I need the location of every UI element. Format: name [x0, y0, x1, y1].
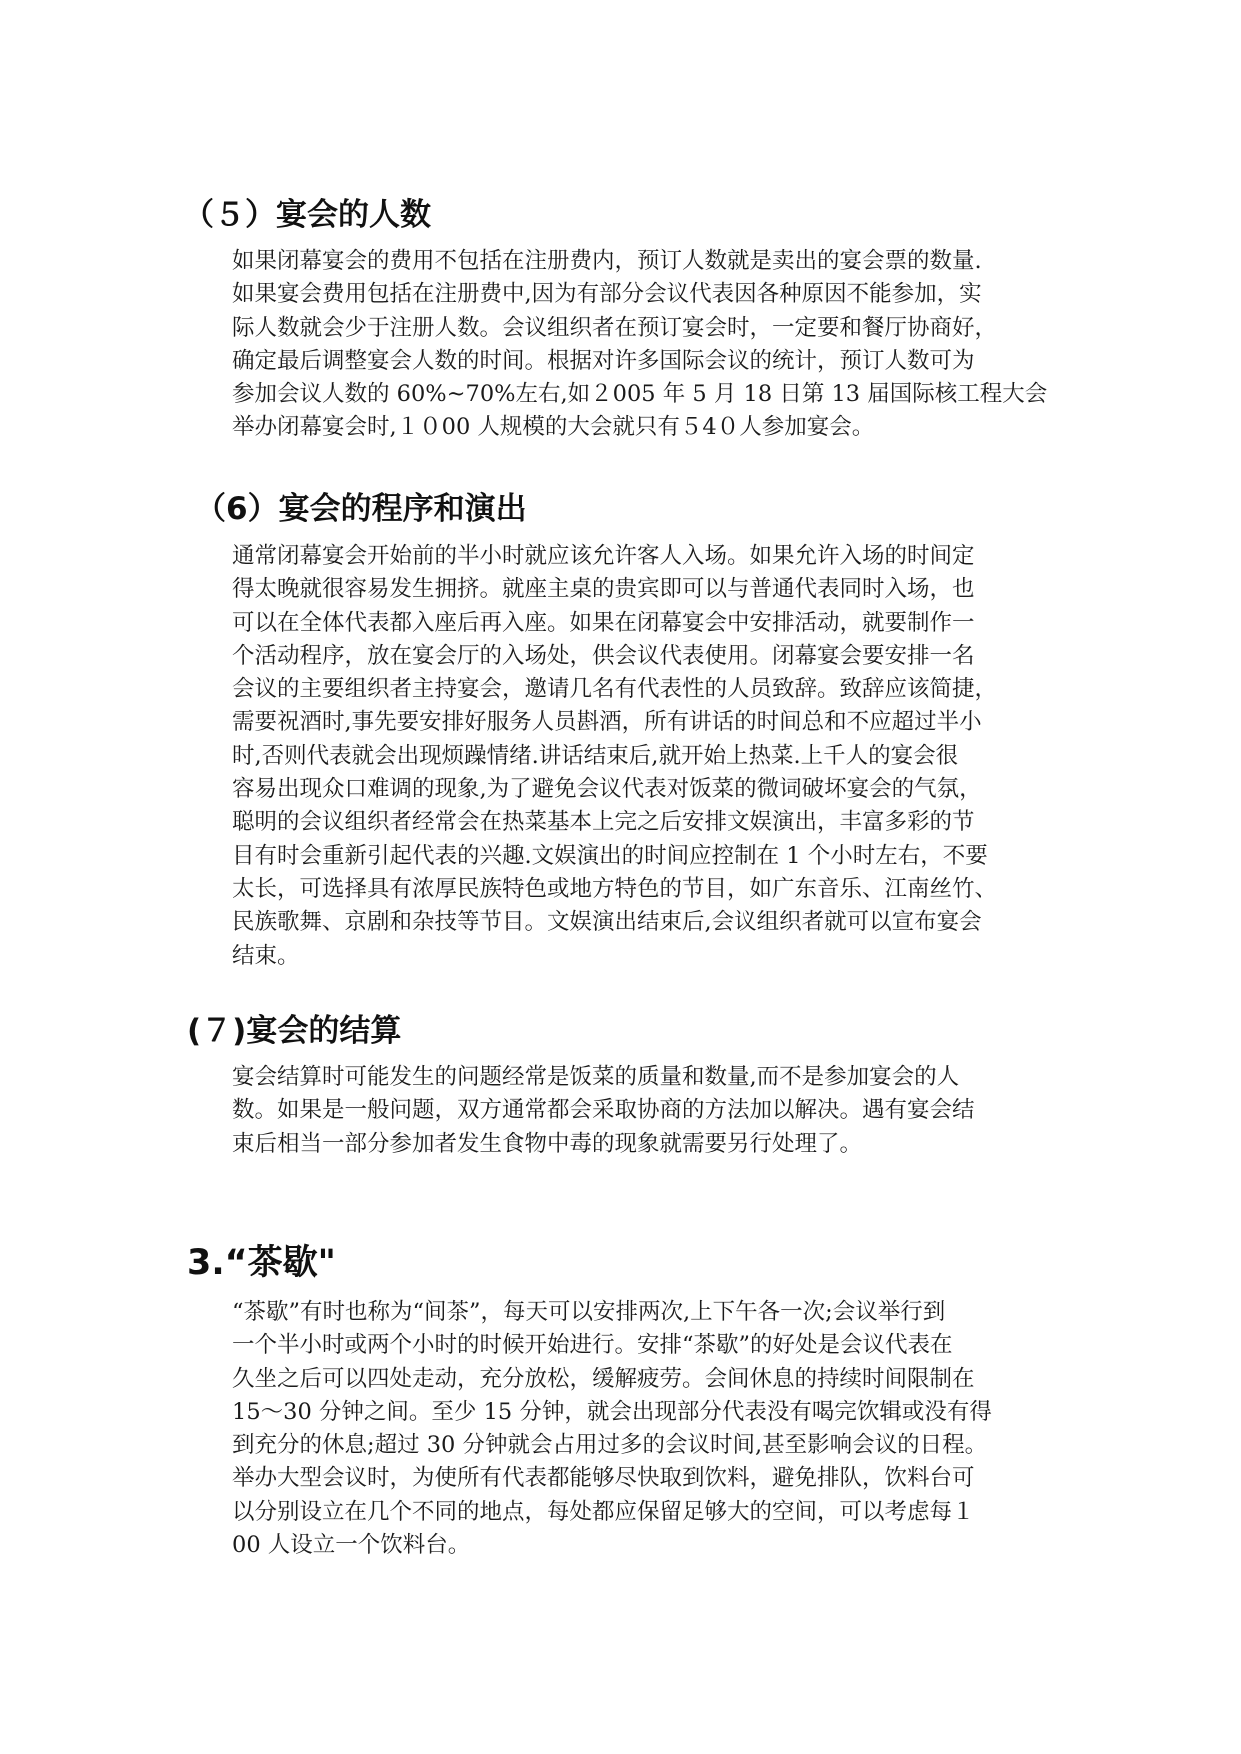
section-3-paragraph — [232, 1296, 1082, 1562]
text-line: 际人数就会少于注册人数。会议组织者在预订宴会时，一定要和餐厅协商好， — [232, 314, 998, 341]
text-line: 个活动程序，放在宴会厅的入场处，供会议代表使用。闭幕宴会要安排一名 — [232, 642, 975, 669]
text-line: 民族歌舞、京剧和杂技等节目。文娱演出结束后,会议组织者就可以宣布宴会 — [232, 909, 982, 936]
text-line: 一个半小时或两个小时的时候开始进行。安排“茶歇”的好处是会议代表在 — [232, 1332, 953, 1359]
text-line: 00 人设立一个饮料台。 — [232, 1532, 471, 1559]
section-6-paragraph — [232, 540, 1082, 973]
text-line: 容易出现众口难调的现象,为了避免会议代表对饭菜的微词破坏宴会的气氛， — [232, 776, 982, 803]
text-line: 宴会结算时可能发生的问题经常是饭菜的质量和数量,而不是参加宴会的人 — [232, 1064, 960, 1090]
text-line: “茶歇”有时也称为“间茶”，每天可以安排两次,上下午各一次;会议举行到 — [232, 1299, 946, 1325]
text-line: 结束。 — [232, 942, 300, 969]
section-6-heading: （6）宴会的程序和演出 — [195, 491, 527, 527]
text-line: 如果宴会费用包括在注册费中,因为有部分会议代表因各种原因不能参加，实 — [232, 281, 982, 308]
text-line: 太长，可选择具有浓厚民族特色或地方特色的节目，如广东音乐、江南丝竹、 — [232, 875, 998, 902]
text-line: 需要祝酒时,事先要安排好服务人员斟酒，所有讲话的时间总和不应超过半小 — [232, 709, 982, 736]
text-line: 举办大型会议时，为使所有代表都能够尽快取到饮料，避免排队，饮料台可 — [232, 1465, 975, 1492]
section-3-heading: 3.“茶歇" — [187, 1243, 336, 1283]
section-5-paragraph — [232, 245, 1082, 445]
section-7-paragraph — [232, 1061, 1082, 1161]
text-line: 如果闭幕宴会的费用不包括在注册费内，预订人数就是卖出的宴会票的数量. — [232, 248, 982, 274]
text-line: 得太晚就很容易发生拥挤。就座主桌的贵宾即可以与普通代表同时入场，也 — [232, 576, 975, 603]
text-line: 15～30 分钟之间。至少 15 分钟，就会出现部分代表没有喝完饮辑或没有得 — [232, 1398, 992, 1425]
text-line: 会议的主要组织者主持宴会，邀请几名有代表性的人员致辞。致辞应该简捷， — [232, 676, 998, 703]
text-line: 确定最后调整宴会人数的时间。根据对许多国际会议的统计，预订人数可为 — [232, 347, 975, 374]
text-line: 举办闭幕宴会时,１０00 人规模的大会就只有５4０人参加宴会。 — [232, 414, 875, 441]
text-line: 参加会议人数的 60%~70%左右,如２005 年 5 月 18 日第 13 届国际核工程大会 — [232, 381, 1048, 408]
text-line: 可以在全体代表都入座后再入座。如果在闭幕宴会中安排活动，就要制作一 — [232, 609, 975, 636]
text-line: 以分别设立在几个不同的地点，每处都应保留足够大的空间，可以考虑每１ — [232, 1498, 975, 1525]
text-line: 束后相当一部分参加者发生食物中毒的现象就需要另行处理了。 — [232, 1130, 863, 1157]
section-7-heading: (７)宴会的结算 — [187, 1013, 402, 1049]
text-line: 时,否则代表就会出现烦躁情绪.讲话结束后,就开始上热菜.上千人的宴会很 — [232, 742, 959, 769]
text-line: 久坐之后可以四处走动，充分放松，缓解疲劳。会间休息的持续时间限制在 — [232, 1365, 975, 1392]
section-5-heading: （５）宴会的人数 — [183, 197, 431, 233]
text-line: 聪明的会议组织者经常会在热菜基本上完之后安排文娱演出，丰富多彩的节 — [232, 809, 975, 836]
text-line: 数。如果是一般问题，双方通常都会采取协商的方法加以解决。遇有宴会结 — [232, 1097, 975, 1124]
text-line: 通常闭幕宴会开始前的半小时就应该允许客人入场。如果允许入场的时间定 — [232, 543, 975, 569]
text-line: 目有时会重新引起代表的兴趣.文娱演出的时间应控制在 1 个小时左右，不要 — [232, 842, 988, 869]
text-line: 到充分的休息;超过 30 分钟就会占用过多的会议时间,甚至影响会议的日程。 — [232, 1432, 988, 1459]
